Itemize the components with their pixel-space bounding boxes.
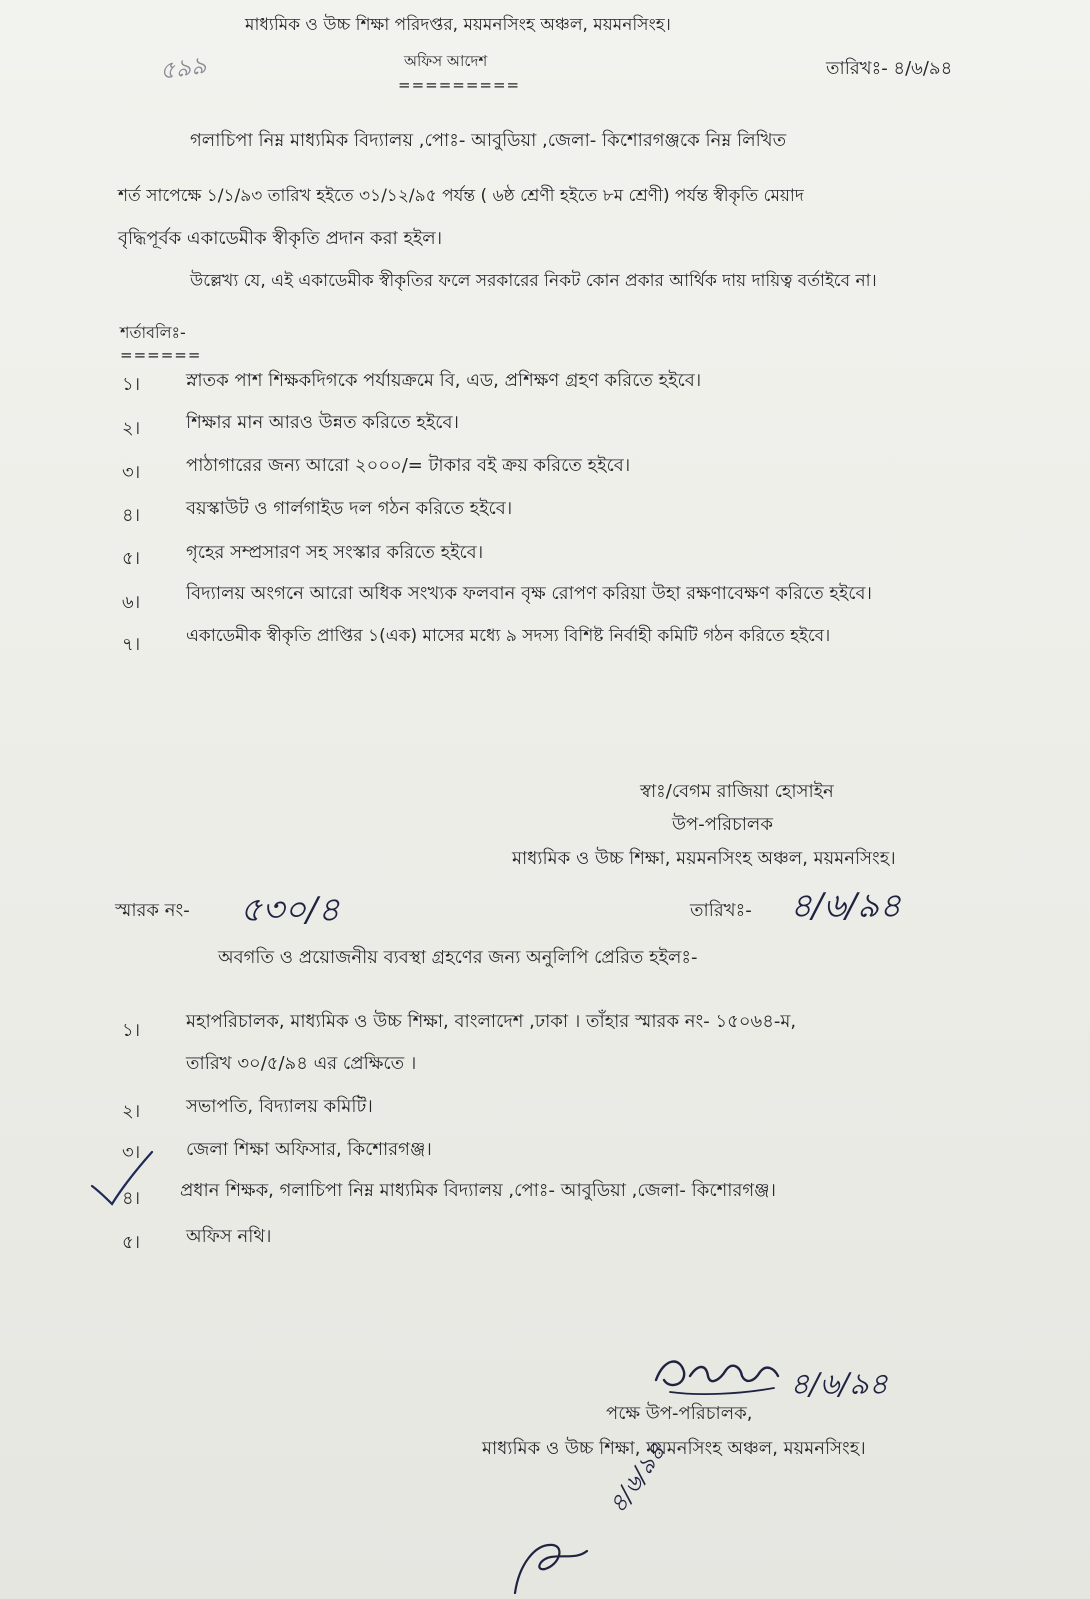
margin-note: ৫৯৯	[158, 50, 209, 86]
recipient-4-num: ৪।	[122, 1188, 141, 1209]
para1-line3: বৃদ্ধিপূর্বক একাডেমীক স্বীকৃতি প্রদান করা হইল।	[118, 228, 443, 249]
recipient-3-text: জেলা শিক্ষা অফিসার, কিশোরগঞ্জ।	[186, 1139, 432, 1160]
condition-4-text: বয়স্কাউট ও গার্লগাইড দল গঠন করিতে হইবে।	[186, 498, 513, 519]
condition-3-text: পাঠাগারের জন্য আরো ২০০০/= টাকার বই ক্রয় করিতে হইবে।	[186, 455, 631, 476]
order-date: তারিখঃ- ৪/৬/৯৪	[826, 58, 953, 79]
memo-number: ৫৩০/৪	[240, 890, 340, 930]
condition-3-num: ৩।	[122, 462, 141, 483]
check-mark-icon	[88, 1148, 158, 1208]
condition-4-num: ৪।	[122, 505, 141, 526]
condition-2-num: ২।	[122, 418, 141, 439]
recipient-5-num: ৫।	[122, 1232, 141, 1253]
recipient-2-text: সভাপতি, বিদ্যালয় কমিটি।	[186, 1096, 373, 1117]
signatory1-designation: উপ-পরিচালক	[672, 814, 773, 835]
recipient-1-num: ১।	[122, 1020, 141, 1041]
condition-6-text: বিদ্যালয় অংগনে আরো অধিক সংখ্যক ফলবান বৃক্ষ রোপণ করিয়া উহা রক্ষণাবেক্ষণ করিতে হইবে।	[186, 583, 872, 604]
order-title-rule: =========	[398, 76, 521, 94]
condition-7-text: একাডেমীক স্বীকৃতি প্রাপ্তির ১(এক) মাসের মধ্যে ৯ সদস্য বিশিষ্ট নির্বাহী কমিটি গঠন করিতে হইবে।	[186, 626, 831, 646]
conditions-rule: ======	[120, 346, 202, 364]
recipient-5-text: অফিস নথি।	[186, 1226, 272, 1247]
bottom-initials-icon	[505, 1515, 595, 1595]
recipient-3-num: ৩।	[122, 1142, 141, 1163]
forwarding-line: অবগতি ও প্রয়োজনীয় ব্যবস্থা গ্রহণের জন্য অনুলিপি প্রেরিত হইলঃ-	[218, 947, 698, 968]
signatory1-name: স্বাঃ/বেগম রাজিয়া হোসাইন	[640, 781, 834, 802]
para1-line1: গলাচিপা নিম্ন মাধ্যমিক বিদ্যালয় ,পোঃ- আবুডিয়া ,জেলা- কিশোরগঞ্জকে নিম্ন লিখিত	[190, 130, 787, 151]
condition-6-num: ৬।	[122, 592, 141, 613]
condition-7-num: ৭।	[122, 634, 141, 655]
recipient-1-text: মহাপরিচালক, মাধ্যমিক ও উচ্চ শিক্ষা, বাংলাদেশ ,ঢাকা । তাঁহার স্মারক নং- ১৫০৬৪-ম,	[186, 1011, 797, 1032]
para1-line2: শর্ত সাপেক্ষে ১/১/৯৩ তারিখ হইতে ৩১/১২/৯৫ পর্যন্ত ( ৬ষ্ঠ শ্রেণী হইতে ৮ম শ্রেণী) পর্যন্ত স্বীকৃতি মেয়াদ	[118, 186, 804, 206]
handwritten-signature-icon	[650, 1350, 790, 1400]
signatory2-on-behalf: পক্ষে উপ-পরিচালক,	[606, 1403, 753, 1424]
condition-5-num: ৫।	[122, 548, 141, 569]
signatory1-office: মাধ্যমিক ও উচ্চ শিক্ষা, ময়মনসিংহ অঞ্চল, ময়মনসিংহ।	[512, 848, 896, 869]
condition-1-text: স্নাতক পাশ শিক্ষকদিগকে পর্যায়ক্রমে বি, এড, প্রশিক্ষণ গ্রহণ করিতে হইবে।	[186, 370, 702, 391]
order-title: অফিস আদেশ	[404, 52, 488, 70]
condition-2-text: শিক্ষার মান আরও উন্নত করিতে হইবে।	[186, 412, 459, 433]
office-header: মাধ্যমিক ও উচ্চ শিক্ষা পরিদপ্তর, ময়মনসিংহ অঞ্চল, ময়মনসিংহ।	[245, 15, 671, 35]
signatory2-sign-date: ৪/৬/৯৪	[790, 1367, 889, 1402]
para2: উল্লেখ্য যে, এই একাডেমীক স্বীকৃতির ফলে সরকারের নিকট কোন প্রকার আর্থিক দায় দায়িত্ব বর্তাইবে না।	[190, 271, 877, 291]
memo-label: স্মারক নং-	[115, 900, 190, 921]
conditions-heading: শর্তাবলিঃ-	[120, 323, 186, 342]
memo-date-value: ৪/৬/৯৪	[790, 886, 902, 926]
recipient-2-num: ২।	[122, 1101, 141, 1122]
condition-5-text: গৃহের সম্প্রসারণ সহ সংস্কার করিতে হইবে।	[186, 542, 484, 563]
recipient-4-text: প্রধান শিক্ষক, গলাচিপা নিম্ন মাধ্যমিক বিদ্যালয় ,পোঃ- আবুডিয়া ,জেলা- কিশোরগঞ্জ।	[180, 1180, 776, 1201]
condition-1-num: ১।	[122, 374, 141, 395]
recipient-1-text2: তারিখ ৩০/৫/৯৪ এর প্রেক্ষিতে ।	[186, 1053, 417, 1074]
memo-date-label: তারিখঃ-	[690, 900, 752, 921]
signatory2-office: মাধ্যমিক ও উচ্চ শিক্ষা, ময়মনসিংহ অঞ্চল, ময়মনসিংহ।	[482, 1438, 866, 1459]
bottom-sign-date: ৪/৬/৯৪	[603, 1437, 672, 1519]
